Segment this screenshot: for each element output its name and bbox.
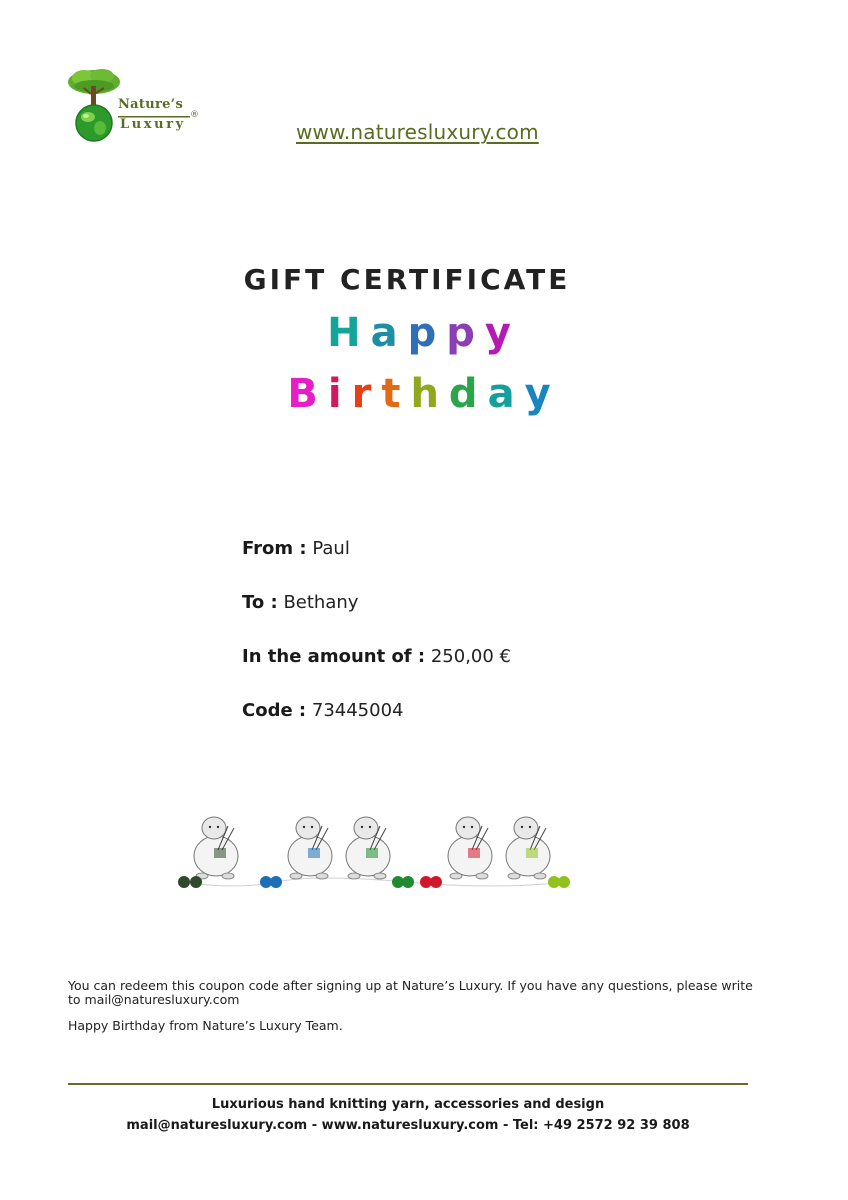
certificate-title xyxy=(0,263,848,296)
yarn-ball-icon xyxy=(178,876,190,888)
yarn-ball-icon xyxy=(430,876,442,888)
from-value: Paul xyxy=(312,538,350,559)
website-link[interactable]: www.naturesluxury.com xyxy=(296,120,539,144)
yarn-ball-icon xyxy=(270,876,282,888)
birthday-letter: h xyxy=(410,371,449,417)
knitting-sheep-illustration xyxy=(176,812,576,892)
brand-name xyxy=(118,95,186,135)
happy-letter: y xyxy=(484,310,521,356)
happy-letter: a xyxy=(370,310,408,356)
from-label: From : xyxy=(242,538,307,559)
sheep-figure xyxy=(288,817,332,879)
signoff-note: Happy Birthday from Nature’s Luxury Team. xyxy=(68,1018,343,1033)
brand-name-line2: Luxury xyxy=(120,117,186,132)
yarn-ball-icon xyxy=(190,876,202,888)
to-label: To : xyxy=(242,592,278,613)
certificate-fields xyxy=(242,536,511,752)
birthday-letter: a xyxy=(487,371,525,417)
brand-name-line1: Nature’s xyxy=(118,97,184,112)
greeting-birthday xyxy=(0,371,848,417)
sheep-figure xyxy=(194,817,238,879)
code-label: Code : xyxy=(242,700,307,721)
redeem-note: You can redeem this coupon code after signing up at Nature’s Luxury. If you have any questions, please write to mail@naturesluxury.com xyxy=(68,978,753,1007)
birthday-letter: i xyxy=(327,371,352,417)
to-value: Bethany xyxy=(283,592,359,613)
birthday-letter: d xyxy=(448,371,488,417)
birthday-letter: B xyxy=(287,371,328,417)
greeting-happy xyxy=(0,310,848,356)
field-code xyxy=(242,698,511,752)
code-value: 73445004 xyxy=(311,700,404,721)
birthday-letter: t xyxy=(381,371,411,417)
brand-logo xyxy=(64,66,204,146)
yarn-ball-icon xyxy=(402,876,414,888)
sheep-figure xyxy=(448,817,492,879)
footer-contact: mail@naturesluxury.com - www.naturesluxury.com - Tel: +49 2572 92 39 808 xyxy=(126,1118,690,1133)
knitting-sheep-icon xyxy=(176,812,576,892)
amount-label: In the amount of : xyxy=(242,646,426,667)
sheep-figure xyxy=(346,817,390,879)
footer-divider xyxy=(68,1083,748,1085)
registered-mark: ® xyxy=(190,110,199,120)
sheep-figure xyxy=(506,817,550,879)
happy-letter: p xyxy=(407,310,447,356)
field-to xyxy=(242,590,511,644)
happy-letter: p xyxy=(446,310,485,356)
happy-letter: H xyxy=(327,310,371,356)
yarn-ball-icon xyxy=(558,876,570,888)
certificate-title-text: GIFT CERTIFICATE xyxy=(243,263,571,296)
field-from xyxy=(242,536,511,590)
field-amount xyxy=(242,644,511,698)
birthday-letter: r xyxy=(351,371,382,417)
footer-tagline: Luxurious hand knitting yarn, accessories and design xyxy=(211,1097,605,1112)
amount-value: 250,00 € xyxy=(430,646,511,667)
birthday-letter: y xyxy=(524,371,561,417)
